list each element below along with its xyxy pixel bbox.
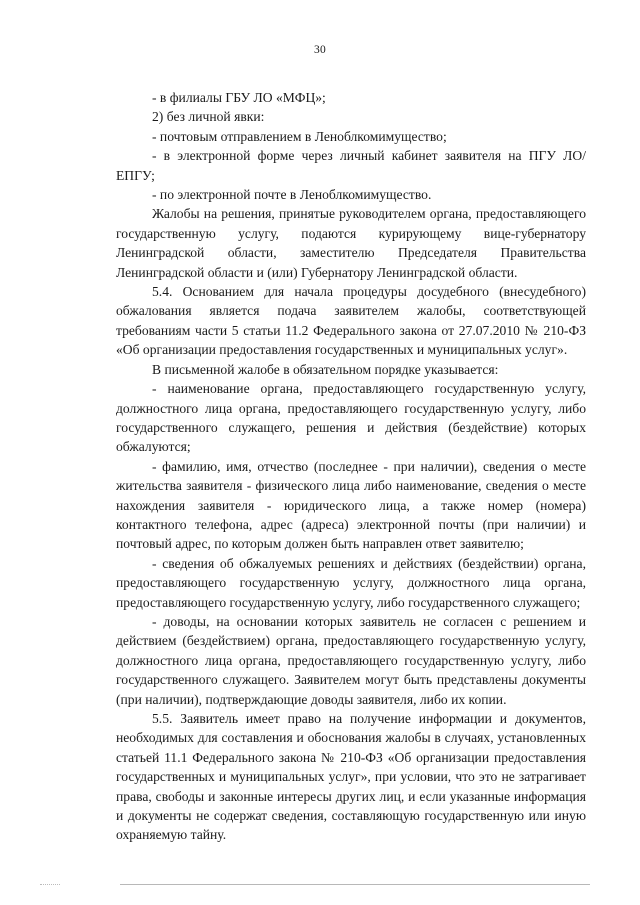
paragraph-electronic-cabinet: - в электронной форме через личный кабинет заявителя на ПГУ ЛО/ ЕПГУ; xyxy=(116,148,586,183)
scan-artifact xyxy=(40,884,60,886)
paragraph-arguments: - доводы, на основании которых заявитель не согласен с решением и действием (бездействием) органа, предоставляющего государственную услугу, должностного лица органа, предоставляющего государственную услугу, либо государственного служащего. Заявителем могут быть представлены документы (при наличии), подтверждающие доводы заявителя, либо их копии. xyxy=(116,613,586,707)
paragraph-mfc-branches: - в филиалы ГБУ ЛО «МФЦ»; xyxy=(152,90,326,105)
paragraph-5-4: 5.4. Основанием для начала процедуры досудебного (внесудебного) обжалования является подача заявителем жалобы, соответствующей требованиям части 5 статьи 11.2 Федерального закона от 27.07.2010 № 210-ФЗ «Об организации предоставления государственных и муниципальных услуг». xyxy=(116,284,586,358)
paragraph-body-name: - наименование органа, предоставляющего государственную услугу, должностного лица органа, предоставляющего государственную услугу, либо государственного служащего, решения и действия (бездействие) которых обжалуются; xyxy=(116,381,586,455)
paragraph-written-complaint: В письменной жалобе в обязательном порядке указывается: xyxy=(152,361,499,377)
paragraph-without-personal-visit: 2) без личной явки: xyxy=(152,109,265,125)
paragraph-email: - по электронной почте в Леноблкомимущество. xyxy=(152,187,432,203)
paragraph-postal: - почтовым отправлением в Леноблкомимущество; xyxy=(152,128,447,144)
paragraph-complaints-addressee: Жалобы на решения, принятые руководителем органа, предоставляющего государственную услугу, подаются курирующему вице-губернатору Ленинградской области, заместителю Председателя Правительства Ленинградской области и (или) Губернатору Ленинградской области. xyxy=(116,206,586,280)
footer-rule xyxy=(120,884,590,885)
page-number: 30 xyxy=(313,44,327,56)
paragraph-appealed-decisions: - сведения об обжалуемых решениях и действиях (бездействии) органа, предоставляющего государственную услугу, должностного лица органа, предоставляющего государственную услугу, либо государственного служащего; xyxy=(116,555,586,610)
document-body xyxy=(116,88,586,845)
paragraph-5-5: 5.5. Заявитель имеет право на получение информации и документов, необходимых для составления и обоснования жалобы в случаях, установленных статьей 11.1 Федерального закона № 210-ФЗ «Об организации предоставления государственных и муниципальных услуг», при условии, что это не затрагивает права, свободы и законные интересы других лиц, и если указанные информация и документы не содержат сведения, составляющую государственную или иную охраняемую тайну. xyxy=(116,711,586,843)
paragraph-applicant-details: - фамилию, имя, отчество (последнее - при наличии), сведения о месте жительства заявителя - физического лица либо наименование, сведения о месте нахождения заявителя - юридического лица, а также номер (номера) контактного телефона, адрес (адреса) электронной почты (при наличии) и почтовый адрес, по которым должен быть направлен ответ заявителю; xyxy=(116,458,586,552)
